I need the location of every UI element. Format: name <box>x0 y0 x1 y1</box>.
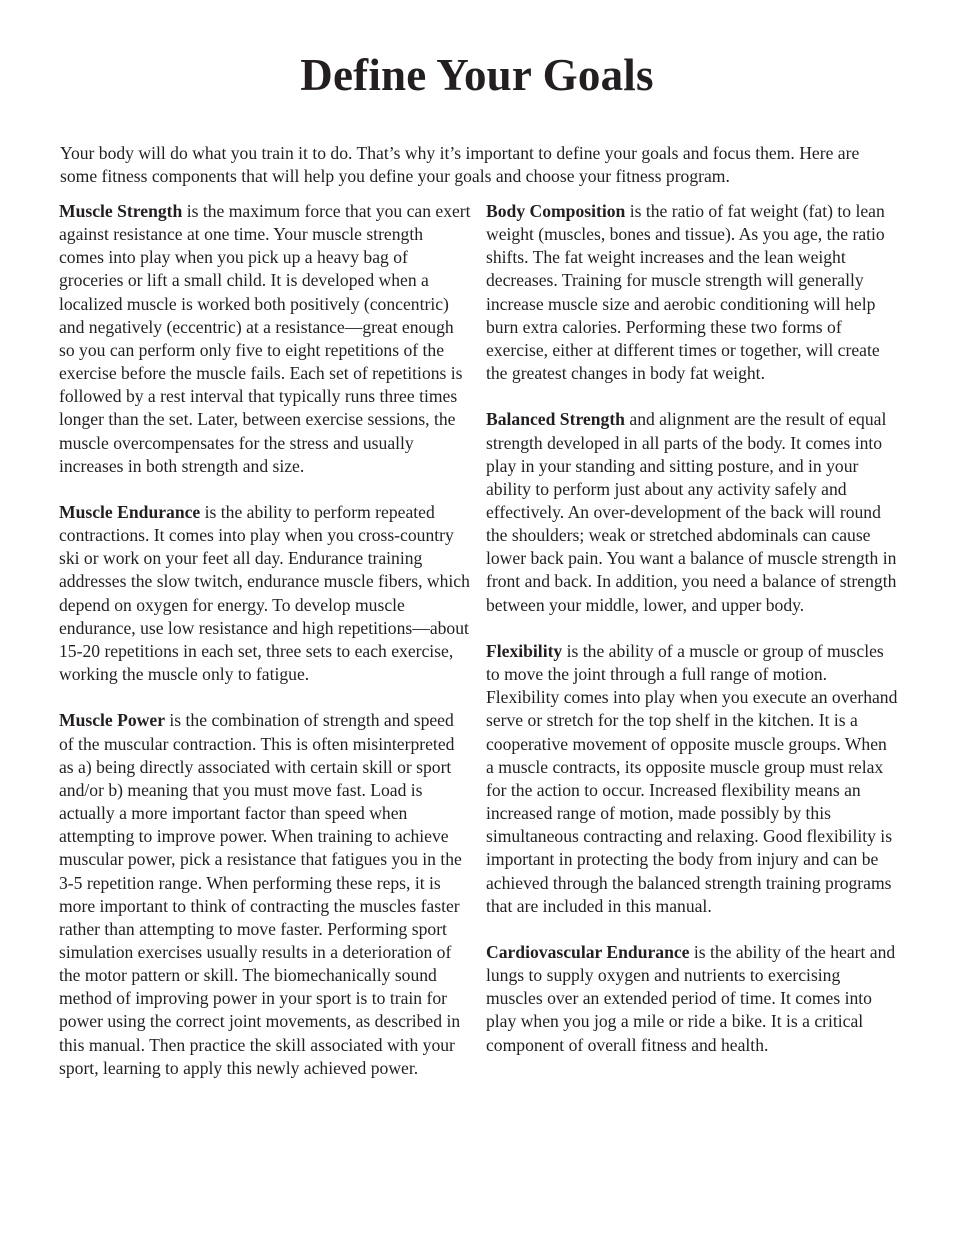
section-body-composition <box>486 200 898 385</box>
definition-muscle-power: is the combination of strength and speed of the muscular contraction. This is often misinterpreted as a) being directly associated with certain skill or sport and/or b) meaning that you must move fast. Load is actually a more important factor than speed when attempting to improve power. When training to achieve muscular power, pick a resistance that fatigues you in the 3-5 repetition range. When performing these reps, it is more important to think of contracting the muscles faster rather than attempting to move faster. Performing sport simulation exercises usually results in a deterioration of the motor pattern or skill. The biomechanically sound method of improving power in your sport is to train for power using the correct joint movements, as described in this manual. Then practice the skill associated with your sport, learning to apply this newly achieved power. <box>59 710 462 1078</box>
right-column <box>486 200 898 1080</box>
definition-muscle-endurance: is the ability to perform repeated contractions. It comes into play when you cross-country ski or work on your feet all day. Endurance training addresses the slow twitch, endurance muscle fibers, which depend on oxygen for energy. To develop muscle endurance, use low resistance and high repetitions—about 15-20 repetitions in each set, three sets to each exercise, working the muscle only to fatigue. <box>59 502 470 685</box>
term-muscle-endurance: Muscle Endurance <box>59 502 201 523</box>
definition-muscle-strength: is the maximum force that you can exert against resistance at one time. Your muscle strength comes into play when you pick up a heavy bag of groceries or lift a small child. It is developed when a localized muscle is worked both positively (concentric) and negatively (eccentric) at a resistance—great enough so you can perform only five to eight repetitions of the exercise before the muscle fails. Each set of repetitions is followed by a rest interval that typically runs three times longer than the set. Later, between exercise sessions, the muscle overcompensates for the stress and usually increases in both strength and size. <box>59 201 471 476</box>
intro-paragraph: Your body will do what you train it to do. That’s why it’s important to define your goals and focus them. Here are some fitness components that will help you define your goals and choose your fitness program. <box>60 143 860 187</box>
section-cardiovascular-endurance <box>486 941 898 1057</box>
section-muscle-endurance <box>59 501 471 686</box>
page-title: Define Your Goals <box>300 50 654 100</box>
definition-flexibility: is the ability of a muscle or group of muscles to move the joint through a full range of motion. Flexibility comes into play when you execute an overhand serve or stretch for the top shelf in the kitchen. It is a cooperative movement of opposite muscle groups. When a muscle contracts, its opposite muscle group must relax for the action to occur. Increased flexibility means an increased range of motion, made possibly by this simultaneous contracting and relaxing. Good flexibility is important in protecting the body from injury and can be achieved through the balanced strength training programs that are included in this manual. <box>486 640 898 916</box>
term-flexibility: Flexibility <box>486 640 563 661</box>
term-muscle-power: Muscle Power <box>59 710 166 731</box>
left-column <box>59 200 471 1103</box>
term-body-composition: Body Composition <box>486 201 626 221</box>
term-muscle-strength: Muscle Strength <box>59 201 183 221</box>
section-muscle-strength <box>59 200 471 478</box>
section-flexibility <box>486 640 898 918</box>
term-balanced-strength: Balanced Strength <box>486 409 625 430</box>
definition-body-composition: is the ratio of fat weight (fat) to lean weight (muscles, bones and tissue). As you age, the ratio shifts. The fat weight increases and the lean weight decreases. Training for muscle strength will generally increase muscle size and aerobic conditioning will help burn extra calories. Performing these two forms of exercise, either at different times or together, will create the greatest changes in body fat weight. <box>486 201 885 384</box>
section-muscle-power <box>59 709 471 1080</box>
definition-cardiovascular-endurance: is the ability of the heart and lungs to supply oxygen and nutrients to exercising muscles over an extended period of time. It comes into play when you jog a mile or ride a bike. It is a critical component of overall fitness and health. <box>486 941 896 1055</box>
definition-balanced-strength: and alignment are the result of equal strength developed in all parts of the body. It comes into play in your standing and sitting posture, and in your ability to perform just about any activity safely and effectively. An over-development of the back will round the shoulders; weak or stretched abdominals can cause lower back pain. You want a balance of muscle strength in front and back. In addition, you need a balance of strength between your middle, lower, and upper body. <box>486 409 897 615</box>
term-cardiovascular-endurance: Cardiovascular Endurance <box>486 941 690 962</box>
section-balanced-strength <box>486 408 898 616</box>
